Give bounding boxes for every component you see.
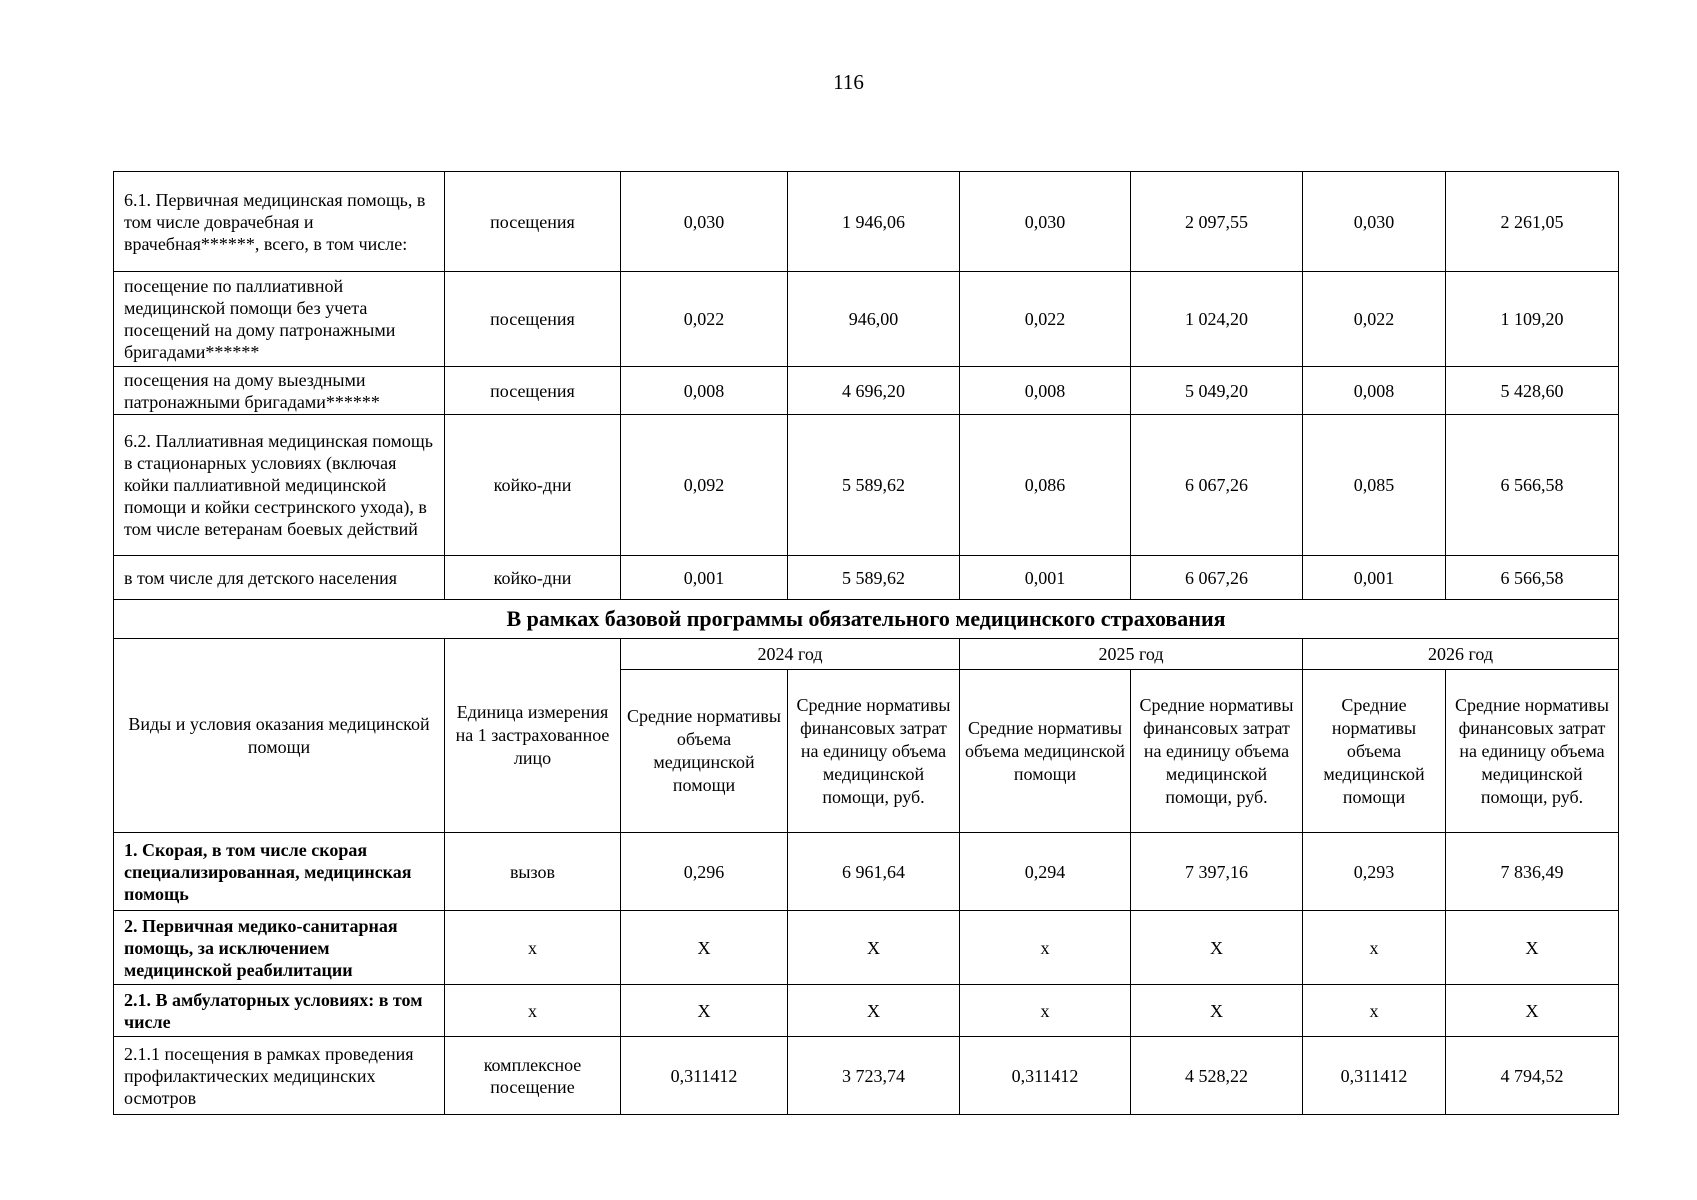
page-number: 116 — [833, 70, 864, 94]
table-row — [114, 833, 1619, 911]
value-cell: 1 109,20 — [1446, 272, 1619, 367]
row-unit: посещения — [445, 367, 621, 415]
value-cell: 0,030 — [621, 172, 788, 272]
value-cell: 1 946,06 — [788, 172, 960, 272]
row-unit: комплексное посещение — [445, 1037, 621, 1115]
header-type: Виды и условия оказания медицинской помощи — [114, 639, 445, 833]
row-unit: койко-дни — [445, 415, 621, 556]
header-cost: Средние нормативы финансовых затрат на единицу объема медицинской помощи, руб. — [1446, 670, 1619, 833]
value-cell: 0,311412 — [621, 1037, 788, 1115]
header-volume: Средние нормативы объема медицинской помощи — [1303, 670, 1446, 833]
header-year-2025: 2025 год — [960, 639, 1303, 670]
value-cell: 2 261,05 — [1446, 172, 1619, 272]
row-name: в том числе для детского населения — [114, 556, 445, 600]
row-unit: х — [445, 985, 621, 1037]
table-row — [114, 911, 1619, 985]
value-cell: 4 696,20 — [788, 367, 960, 415]
value-cell: 7 836,49 — [1446, 833, 1619, 911]
value-cell: 6 961,64 — [788, 833, 960, 911]
value-cell: 0,001 — [1303, 556, 1446, 600]
norms-table — [113, 171, 1619, 1115]
value-cell: 0,022 — [960, 272, 1131, 367]
row-name: 2.1. В амбулаторных условиях: в том числе — [114, 985, 445, 1037]
value-cell: 6 566,58 — [1446, 556, 1619, 600]
value-cell: 0,008 — [960, 367, 1131, 415]
value-cell: 6 067,26 — [1131, 415, 1303, 556]
value-cell: Х — [788, 911, 960, 985]
value-cell: х — [1303, 985, 1446, 1037]
value-cell: 0,085 — [1303, 415, 1446, 556]
value-cell: Х — [621, 985, 788, 1037]
value-cell: х — [1303, 911, 1446, 985]
value-cell: 0,030 — [1303, 172, 1446, 272]
value-cell: 0,001 — [960, 556, 1131, 600]
value-cell: 0,311412 — [960, 1037, 1131, 1115]
value-cell: 0,296 — [621, 833, 788, 911]
value-cell: Х — [621, 911, 788, 985]
table-row — [114, 272, 1619, 367]
row-name: посещение по паллиативной медицинской помощи без учета посещений на дому патронажными бригадами****** — [114, 272, 445, 367]
row-unit: вызов — [445, 833, 621, 911]
value-cell: 7 397,16 — [1131, 833, 1303, 911]
header-volume: Средние нормативы объема медицинской помощи — [621, 670, 788, 833]
value-cell: 0,022 — [1303, 272, 1446, 367]
row-unit: посещения — [445, 172, 621, 272]
value-cell: 6 067,26 — [1131, 556, 1303, 600]
value-cell: 0,086 — [960, 415, 1131, 556]
value-cell: х — [960, 985, 1131, 1037]
value-cell: Х — [1446, 985, 1619, 1037]
header-unit: Единица измерения на 1 застрахованное лицо — [445, 639, 621, 833]
header-volume: Средние нормативы объема медицинской помощи — [960, 670, 1131, 833]
row-name: 6.1. Первичная медицинская помощь, в том числе доврачебная и врачебная******, всего, в том числе: — [114, 172, 445, 272]
value-cell: 4 794,52 — [1446, 1037, 1619, 1115]
row-unit: х — [445, 911, 621, 985]
row-name: 2.1.1 посещения в рамках проведения профилактических медицинских осмотров — [114, 1037, 445, 1115]
value-cell: 946,00 — [788, 272, 960, 367]
value-cell: 1 024,20 — [1131, 272, 1303, 367]
row-name: 1. Скорая, в том числе скорая специализированная, медицинская помощь — [114, 833, 445, 911]
value-cell: 0,092 — [621, 415, 788, 556]
value-cell: 4 528,22 — [1131, 1037, 1303, 1115]
table-row — [114, 367, 1619, 415]
row-unit: посещения — [445, 272, 621, 367]
table-row — [114, 415, 1619, 556]
header-cost: Средние нормативы финансовых затрат на единицу объема медицинской помощи, руб. — [1131, 670, 1303, 833]
value-cell: 5 589,62 — [788, 556, 960, 600]
header-row-years — [114, 639, 1619, 670]
value-cell: 0,293 — [1303, 833, 1446, 911]
value-cell: 0,311412 — [1303, 1037, 1446, 1115]
row-name: 2. Первичная медико-санитарная помощь, за исключением медицинской реабилитации — [114, 911, 445, 985]
header-year-2026: 2026 год — [1303, 639, 1619, 670]
row-name: посещения на дому выездными патронажными бригадами****** — [114, 367, 445, 415]
value-cell: 0,022 — [621, 272, 788, 367]
value-cell: х — [960, 911, 1131, 985]
section-row — [114, 600, 1619, 639]
value-cell: Х — [1131, 985, 1303, 1037]
row-name: 6.2. Паллиативная медицинская помощь в стационарных условиях (включая койки паллиативной медицинской помощи и койки сестринского ухода), в том числе ветеранам боевых действий — [114, 415, 445, 556]
value-cell: Х — [1446, 911, 1619, 985]
value-cell: 0,030 — [960, 172, 1131, 272]
table-row — [114, 1037, 1619, 1115]
value-cell: 5 589,62 — [788, 415, 960, 556]
row-unit: койко-дни — [445, 556, 621, 600]
value-cell: 0,008 — [621, 367, 788, 415]
value-cell: 5 428,60 — [1446, 367, 1619, 415]
value-cell: Х — [1131, 911, 1303, 985]
header-year-2024: 2024 год — [621, 639, 960, 670]
value-cell: 3 723,74 — [788, 1037, 960, 1115]
section-title: В рамках базовой программы обязательного медицинского страхования — [114, 600, 1619, 639]
value-cell: 0,294 — [960, 833, 1131, 911]
value-cell: 2 097,55 — [1131, 172, 1303, 272]
table-row — [114, 556, 1619, 600]
value-cell: 5 049,20 — [1131, 367, 1303, 415]
table-row — [114, 985, 1619, 1037]
table-row — [114, 172, 1619, 272]
value-cell: Х — [788, 985, 960, 1037]
value-cell: 6 566,58 — [1446, 415, 1619, 556]
header-cost: Средние нормативы финансовых затрат на единицу объема медицинской помощи, руб. — [788, 670, 960, 833]
value-cell: 0,001 — [621, 556, 788, 600]
value-cell: 0,008 — [1303, 367, 1446, 415]
